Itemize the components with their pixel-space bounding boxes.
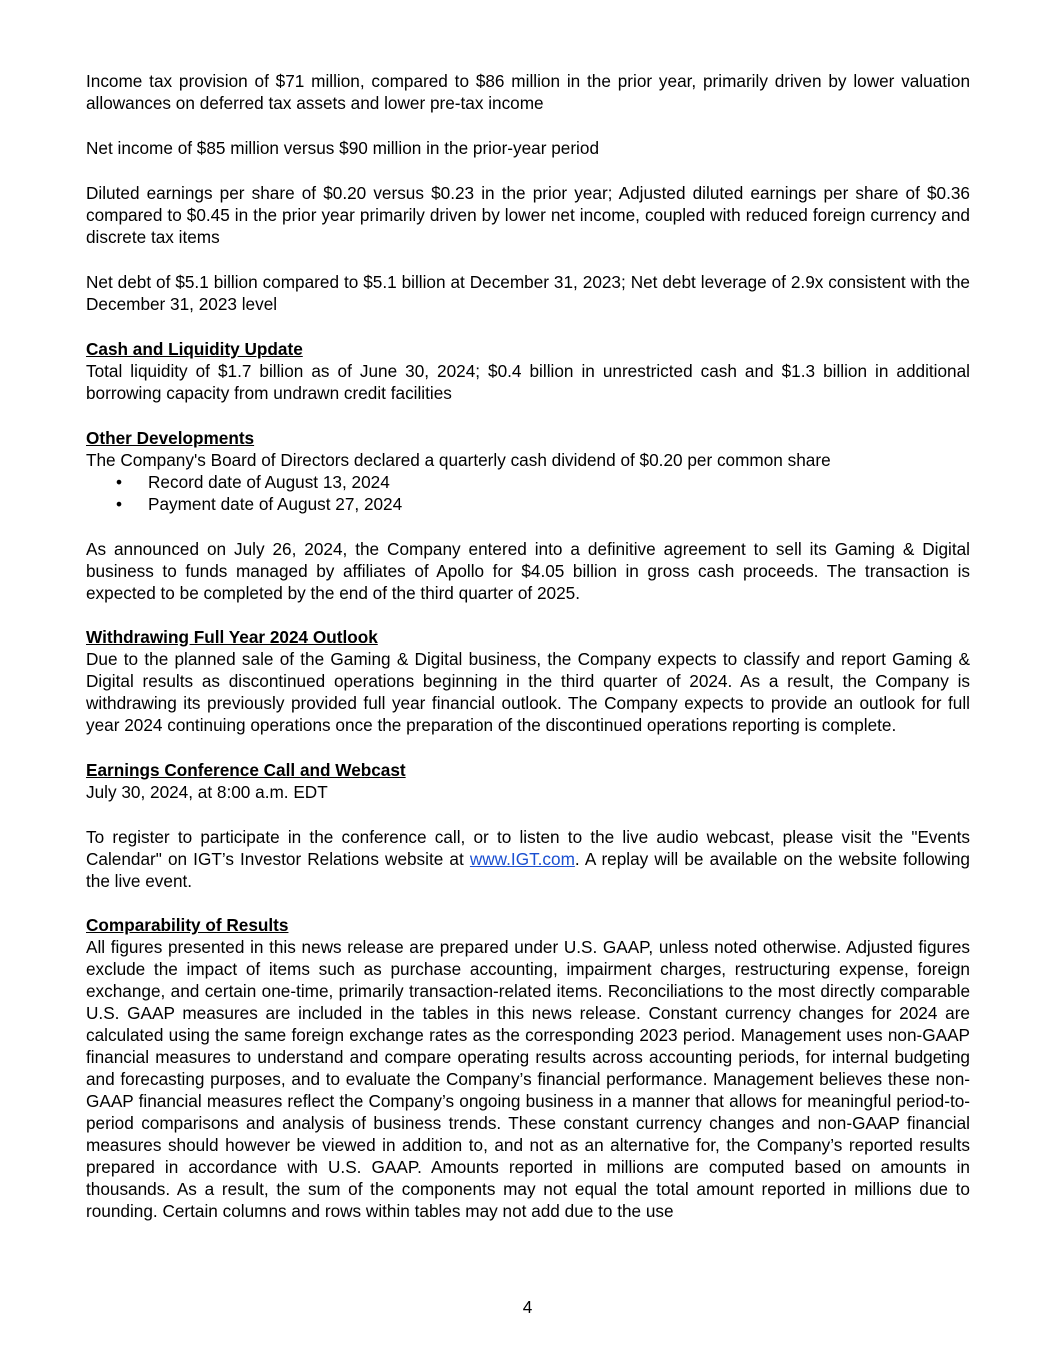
sale-paragraph: As announced on July 26, 2024, the Company entered into a definitive agreement to sell its Gaming & Digital business to funds managed by affiliates of Apollo for $4.05 billion in gross cash proceeds. The transaction is expected to be completed by the end of the third quarter of 2025.: [86, 539, 970, 603]
igt-website-link[interactable]: www.IGT.com: [469, 849, 575, 869]
net-debt-paragraph: Net debt of $5.1 billion compared to $5.1 billion at December 31, 2023; Net debt leverage of 2.9x consistent with the December 31, 2023 level: [86, 272, 970, 314]
register-text-before: To register to participate in the conference call, or to listen to the live audio webcast, please visit the "Events Calendar" on IGT’s Investor Relations website at: [86, 827, 970, 869]
tax-paragraph: Income tax provision of $71 million, compared to $86 million in the prior year, primarily driven by lower valuation allowances on deferred tax assets and lower pre-tax income: [86, 71, 970, 113]
cash-liquidity-paragraph: Total liquidity of $1.7 billion as of June 30, 2024; $0.4 billion in unrestricted cash and $1.3 billion in additional borrowing capacity from undrawn credit facilities: [86, 361, 970, 403]
eps-paragraph: Diluted earnings per share of $0.20 versus $0.23 in the prior year; Adjusted diluted earnings per share of $0.36 compared to $0.45 in the prior year primarily driven by lower net income, coupled with reduced foreign currency and discrete tax items: [86, 183, 970, 247]
net-income-paragraph: Net income of $85 million versus $90 million in the prior-year period: [86, 138, 599, 158]
other-developments-heading: Other Developments: [86, 428, 255, 448]
dividend-paragraph: The Company's Board of Directors declared a quarterly cash dividend of $0.20 per common share: [86, 450, 831, 470]
document-page: [86, 70, 970, 1222]
dividend-dates-list: [86, 471, 970, 515]
bullet-icon: •: [116, 494, 123, 514]
payment-date-text: Payment date of August 27, 2024: [148, 494, 403, 514]
register-paragraph: [86, 826, 970, 892]
bullet-icon: •: [116, 472, 123, 492]
record-date-text: Record date of August 13, 2024: [148, 472, 390, 492]
outlook-paragraph: Due to the planned sale of the Gaming & Digital business, the Company expects to classify and report Gaming & Digital results as discontinued operations beginning in the third quarter of 2024. As a result, the Company is withdrawing its previously provided full year financial outlook. The Company expects to provide an outlook for full year 2024 continuing operations once the preparation of the discontinued operations reporting is complete.: [86, 649, 970, 735]
register-text-after: . A replay will be available on the website following the live event.: [86, 849, 970, 891]
cash-liquidity-heading: Cash and Liquidity Update: [86, 339, 303, 359]
outlook-heading: Withdrawing Full Year 2024 Outlook: [86, 627, 378, 647]
call-datetime: July 30, 2024, at 8:00 a.m. EDT: [86, 782, 328, 802]
comparability-heading: Comparability of Results: [86, 915, 289, 935]
list-item: [86, 471, 970, 493]
conference-call-heading: Earnings Conference Call and Webcast: [86, 760, 406, 780]
page-number: 4: [522, 1297, 533, 1317]
comparability-paragraph: All figures presented in this news release are prepared under U.S. GAAP, unless noted otherwise. Adjusted figures exclude the impact of items such as purchase accounting, impairment charges, restructuring expense, foreign exchange, and certain one-time, primarily transaction-related items. Reconciliations to the most directly comparable U.S. GAAP measures are included in the tables in this news release. Constant currency changes for 2024 are calculated using the same foreign exchange rates as the corresponding 2023 period. Management uses non-GAAP financial measures to understand and compare operating results across accounting periods, for internal budgeting and forecasting purposes, and to evaluate the Company’s financial performance. Management believes these non-GAAP financial measures reflect the Company’s ongoing business in a manner that allows for meaningful period-to-period comparisons and analysis of business trends. These constant currency changes and non-GAAP financial measures should however be viewed in addition to, and not as an alternative for, the Company’s reported results prepared in accordance with U.S. GAAP. Amounts reported in millions are computed based on amounts in thousands. As a result, the sum of the components may not equal the total amount reported in millions due to rounding. Certain columns and rows within tables may not add due to the use: [86, 937, 970, 1221]
list-item: [86, 493, 970, 515]
